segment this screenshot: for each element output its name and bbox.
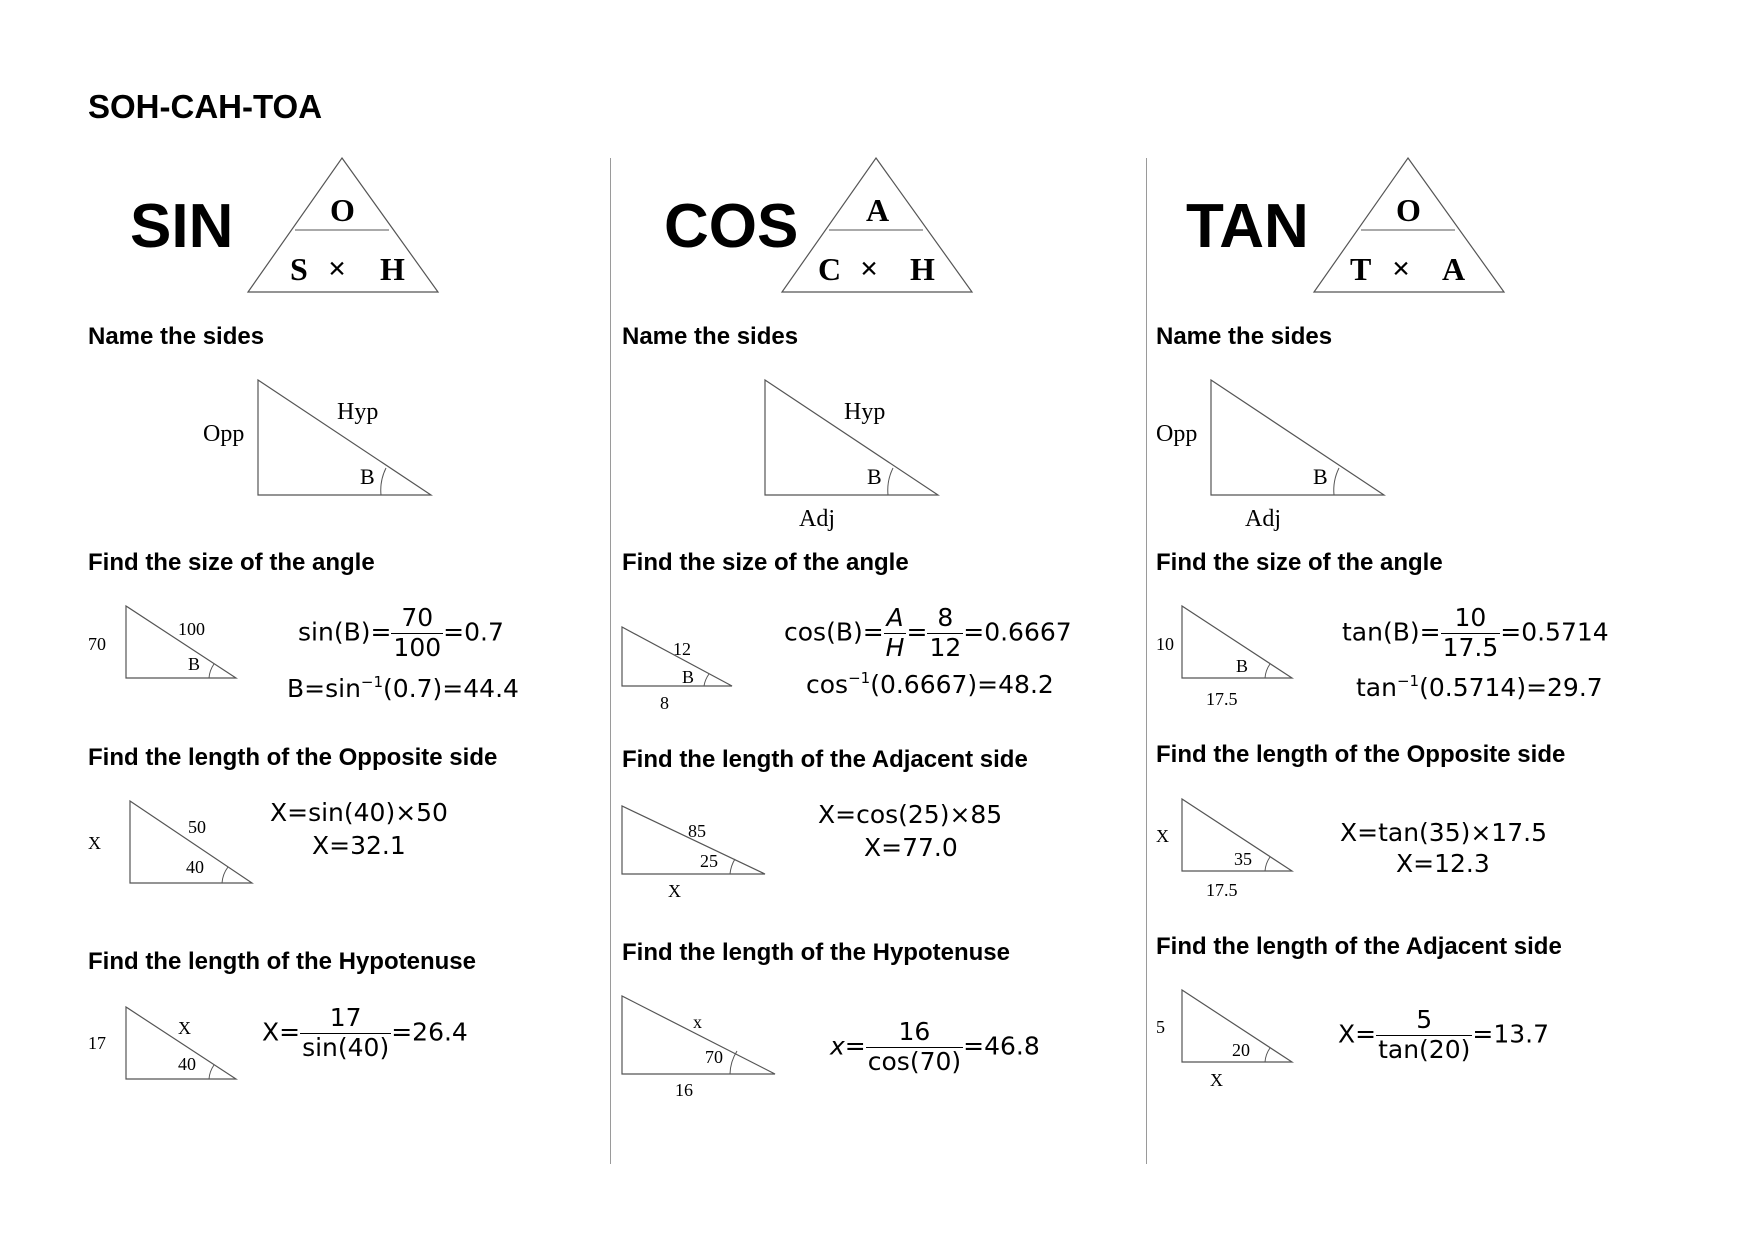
sin-angle-angle: B [188, 654, 201, 674]
cos-side2-bottom: 16 [675, 1080, 693, 1100]
cos-angle-eq1-rhs: =0.6667 [963, 617, 1072, 647]
tan-title: TAN [1186, 192, 1309, 261]
tan-side2-eq1-lhs: X= [1338, 1019, 1377, 1049]
cos-side1-triangle [620, 804, 770, 884]
cos-angle-eq1-den2: 12 [929, 632, 962, 662]
cos-side2-heading: Find the length of the Hypotenuse [622, 939, 1010, 966]
cos-angle-eq2-sup: −1 [848, 669, 871, 687]
tan-angle-eq2-text: tan [1356, 673, 1397, 702]
sin-angle-eq2-text: B=sin [287, 674, 361, 703]
cos-side1-bottom: X [668, 881, 681, 901]
cos-side1-hyp: 85 [688, 821, 706, 841]
sin-side2-angle: 40 [178, 1054, 196, 1074]
cos-triangle-top: A [866, 192, 890, 228]
tan-triangle-times: × [1392, 250, 1411, 286]
sin-triangle-left: S [290, 251, 308, 287]
cos-angle-eq1-lhs: cos(B)= [784, 617, 884, 647]
sin-side2-eq1-den: sin(40) [302, 1032, 390, 1062]
cos-angle-eq1-mid: = [906, 617, 928, 647]
sin-angle-vertical: 70 [88, 634, 106, 654]
cos-side1-eq2: X=77.0 [864, 833, 958, 862]
sin-side2-heading: Find the length of the Hypotenuse [88, 948, 476, 975]
tan-name-sides-triangle [1209, 378, 1389, 498]
sin-angle-eq1-rhs: =0.7 [443, 617, 504, 647]
tan-triangle-right: A [1442, 251, 1466, 287]
sin-angle-eq1-den: 100 [393, 632, 442, 662]
sin-side1-eq1: X=sin(40)×50 [270, 798, 448, 827]
cos-side2-angle: 70 [705, 1047, 723, 1067]
cos-side2-hyp: x [693, 1012, 702, 1032]
tan-side2-angle: 20 [1232, 1040, 1250, 1060]
sin-angle-hyp: 100 [178, 619, 205, 639]
sin-angle-eq1-lhs: sin(B)= [298, 617, 392, 647]
cos-side2-triangle [620, 994, 780, 1084]
cos-angle-eq1-num [884, 604, 907, 634]
tan-side2-heading: Find the length of the Adjacent side [1156, 933, 1562, 960]
cos-angle-heading: Find the size of the angle [622, 549, 909, 576]
cos-side2-eq1-num: 16 [866, 1018, 963, 1048]
cos-side1-angle: 25 [700, 851, 718, 871]
column-divider-1 [610, 158, 611, 1164]
sin-angle-heading: Find the size of the angle [88, 549, 375, 576]
sin-hyp-label: Hyp [337, 399, 379, 425]
tan-triangle-left: T [1350, 251, 1372, 287]
tan-side2-eq1-rhs: =13.7 [1472, 1019, 1549, 1049]
cos-side2-eq1-rhs: =46.8 [963, 1031, 1040, 1061]
column-divider-2 [1146, 158, 1147, 1164]
sin-opp-label: Opp [203, 421, 245, 447]
tan-name-sides-heading: Name the sides [1156, 323, 1333, 350]
tan-side1-bottom: 17.5 [1206, 880, 1238, 900]
sin-side1-eq2: X=32.1 [312, 831, 406, 860]
tan-angle-eq1 [1342, 604, 1609, 663]
cos-angle-eq2-rest: (0.6667)=48.2 [870, 670, 1054, 699]
tan-angle-bottom: 17.5 [1206, 689, 1238, 709]
sin-side1-hyp: 50 [188, 817, 206, 837]
cos-name-sides-triangle [763, 378, 943, 498]
tan-side1-eq2: X=12.3 [1396, 849, 1490, 878]
sin-side2-vertical: 17 [88, 1033, 106, 1053]
tan-side1-eq1: X=tan(35)×17.5 [1340, 818, 1547, 847]
cos-side2-eq1-lhs [830, 1031, 866, 1060]
sin-side1-angle: 40 [186, 857, 204, 877]
sin-side1-vertical: X [88, 833, 101, 853]
tan-angle-eq1-rhs: =0.5714 [1500, 617, 1609, 647]
sin-triangle-times: × [328, 250, 347, 286]
cos-angle-hyp: 12 [673, 639, 691, 659]
tan-angle-angle: B [1236, 656, 1249, 676]
cos-triangle-times: × [860, 250, 879, 286]
tan-side2-bottom: X [1210, 1070, 1223, 1090]
cos-angle-angle: B [682, 667, 695, 687]
sin-side2-hyp: X [178, 1018, 191, 1038]
cos-angle-eq1-num-text: A [886, 603, 904, 632]
page-title: SOH-CAH-TOA [88, 88, 323, 125]
tan-angle-eq1-lhs: tan(B)= [1342, 617, 1441, 647]
tan-angle-eq1-den: 17.5 [1442, 632, 1499, 662]
sin-side2-eq1-lhs: X= [262, 1017, 301, 1047]
cos-side2-eq1-den: cos(70) [867, 1046, 962, 1076]
sin-triangle-top: O [330, 192, 355, 228]
cos-angle-bottom: 8 [660, 693, 669, 713]
cos-triangle-left: C [818, 251, 842, 287]
cos-name-sides-heading: Name the sides [622, 323, 799, 350]
cos-title: COS [664, 192, 799, 261]
cos-side1-eq1: X=cos(25)×85 [818, 800, 1003, 829]
tan-angle-heading: Find the size of the angle [1156, 549, 1443, 576]
tan-angle-eq2-rest: (0.5714)=29.7 [1419, 673, 1603, 702]
tan-side2-eq1-den: tan(20) [1378, 1034, 1471, 1064]
tan-side2-vertical: 5 [1156, 1017, 1165, 1037]
tan-triangle-top: O [1396, 192, 1421, 228]
sin-angle-eq2-rest: (0.7)=44.4 [383, 674, 519, 703]
cos-angle-triangle [620, 625, 740, 695]
cos-hyp-label: Hyp [844, 399, 886, 425]
sin-side1-heading: Find the length of the Opposite side [88, 744, 498, 771]
sin-angle-label: B [360, 464, 375, 489]
cos-angle-eq2-text: cos [806, 670, 849, 699]
cos-side1-heading: Find the length of the Adjacent side [622, 746, 1028, 773]
sin-side2-eq1-rhs: =26.4 [391, 1017, 468, 1047]
sin-title: SIN [130, 192, 234, 261]
tan-side2-eq1 [1338, 1006, 1549, 1065]
cos-adj-label: Adj [799, 506, 835, 532]
sin-name-sides-heading: Name the sides [88, 323, 265, 350]
tan-angle-eq1-num: 10 [1441, 604, 1501, 634]
sin-side2-eq1-num: 17 [300, 1004, 391, 1034]
cos-triangle-right: H [910, 251, 935, 287]
cos-side2-eq1 [830, 1018, 1040, 1077]
cos-angle-eq1 [784, 604, 1072, 663]
tan-angle-eq2-sup: −1 [1396, 672, 1420, 690]
tan-angle-label: B [1313, 464, 1328, 489]
sin-angle-eq2-sup: −1 [360, 673, 384, 691]
cos-angle-eq2 [806, 670, 1054, 700]
tan-side2-eq1-num: 5 [1376, 1006, 1472, 1036]
tan-angle-eq2 [1356, 673, 1603, 703]
tan-side1-vertical: X [1156, 826, 1169, 846]
tan-side1-heading: Find the length of the Opposite side [1156, 741, 1566, 768]
cos-angle-label: B [867, 464, 882, 489]
tan-opp-label: Opp [1156, 421, 1198, 447]
cos-side2-eq1-lhs-text: x= [830, 1031, 866, 1061]
cos-angle-eq1-num2: 8 [927, 604, 963, 634]
sin-triangle-right: H [380, 251, 405, 287]
cos-angle-eq1-den [884, 634, 907, 663]
tan-angle-vertical: 10 [1156, 634, 1174, 654]
sin-angle-eq1-num: 70 [391, 604, 443, 634]
tan-side1-angle: 35 [1234, 849, 1252, 869]
tan-adj-label: Adj [1245, 506, 1281, 532]
cos-angle-eq1-den-text: H [885, 632, 905, 662]
